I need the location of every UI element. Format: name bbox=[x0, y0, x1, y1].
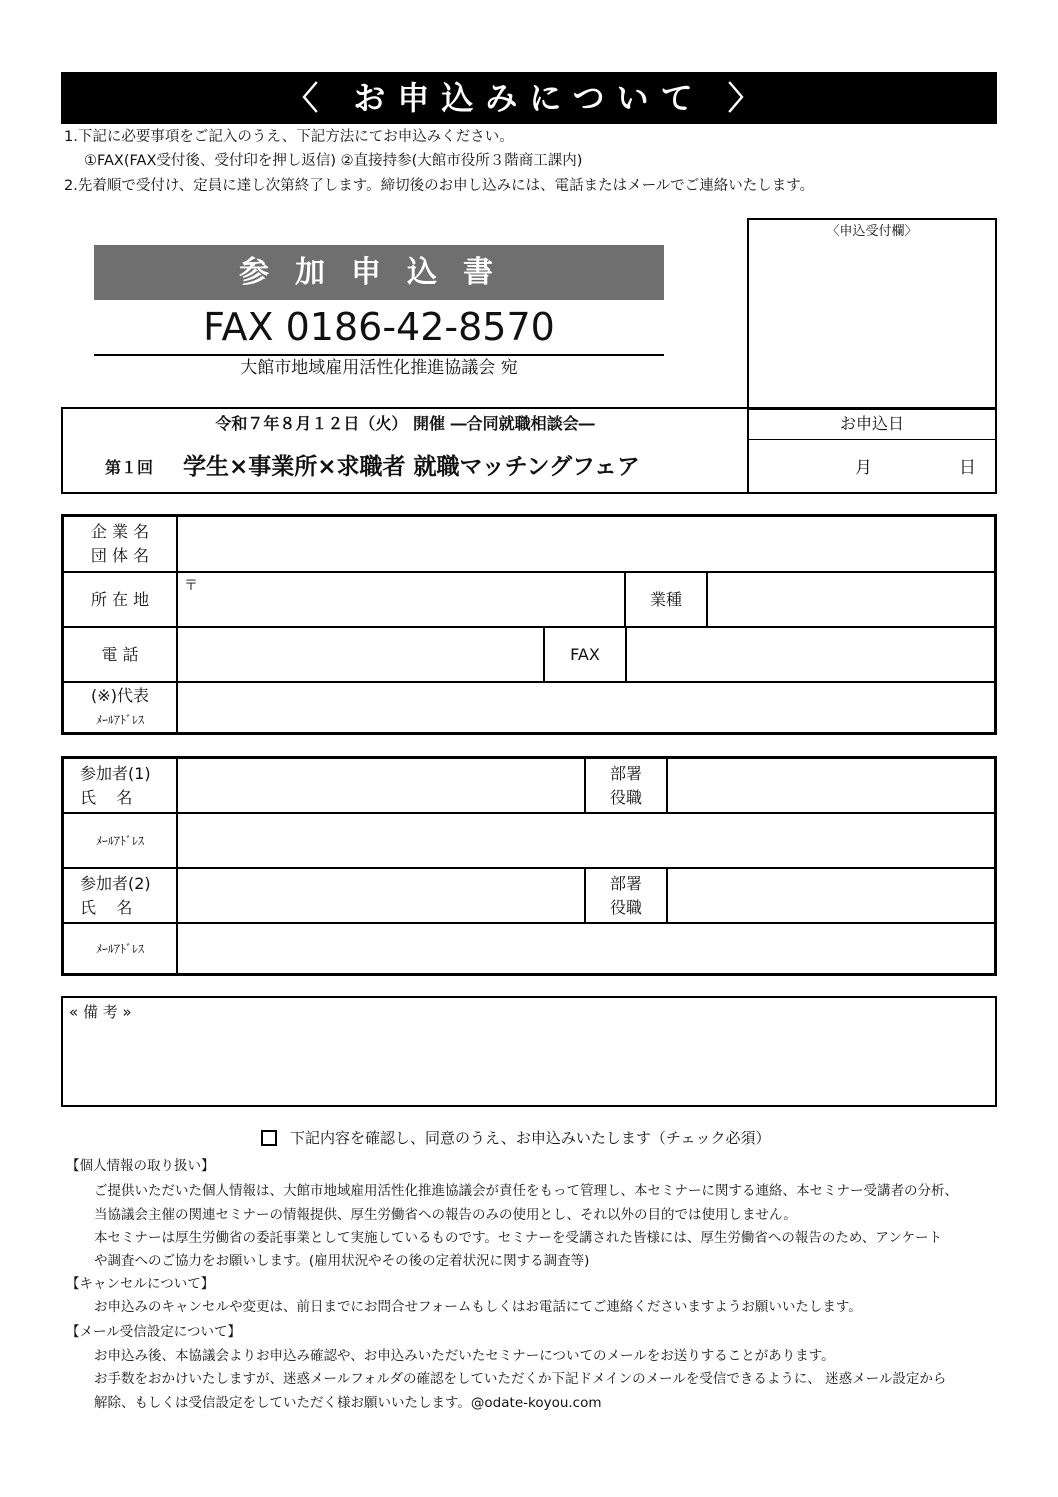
privacy-heading: 【個人情報の取り扱い】 bbox=[66, 1158, 215, 1174]
participant-1-email-field[interactable] bbox=[177, 813, 995, 868]
participant-2-dept-line2: 役職 bbox=[609, 897, 642, 917]
participant-1-name-field[interactable] bbox=[177, 758, 585, 813]
event-date: 令和７年８月１２日（火） 開催 ―合同就職相談会― bbox=[215, 414, 595, 433]
application-date-label: お申込日 bbox=[839, 414, 904, 433]
participant-2-label-line1: 参加者(2) bbox=[80, 873, 151, 893]
industry-label: 業種 bbox=[625, 572, 707, 627]
participant-2-dept-line1: 部署 bbox=[609, 873, 642, 893]
divider bbox=[747, 439, 995, 440]
participant-1-dept-label bbox=[585, 758, 667, 813]
participant-2-name-label bbox=[63, 868, 177, 923]
address-label: 所 在 地 bbox=[63, 572, 177, 627]
postal-mark: 〒 bbox=[184, 578, 198, 594]
mail-heading: 【メール受信設定について】 bbox=[66, 1324, 241, 1340]
event-number: 第１回 bbox=[105, 458, 154, 477]
company-info-table bbox=[61, 514, 997, 735]
industry-field[interactable] bbox=[707, 572, 995, 627]
mail-line: お手数をおかけいたしますが、迷惑メールフォルダの確認をしていただくか下記ドメインのメールを受信できるように、 迷惑メール設定から bbox=[94, 1371, 947, 1387]
consent-text: 下記内容を確認し、同意のうえ、お申込みいたします（チェック必須） bbox=[290, 1129, 771, 1147]
event-name: 学生×事業所×求職者 就職マッチングフェア bbox=[183, 454, 640, 480]
phone-field[interactable] bbox=[177, 627, 544, 682]
section-banner: 〈 お申込みについて 〉 bbox=[61, 72, 997, 124]
instruction-note-2: 2.先着順で受付け、定員に達し次第終了します。締切後のお申し込みには、電話またはメールでご連絡いたします。 bbox=[64, 178, 815, 194]
participant-1-label-line2: 氏 名 bbox=[80, 787, 133, 807]
cancel-heading: 【キャンセルについて】 bbox=[66, 1276, 215, 1292]
reception-label: 〈申込受付欄〉 bbox=[826, 224, 918, 239]
company-name-field[interactable] bbox=[177, 516, 995, 572]
representative-email-label-line1: (※)代表 bbox=[91, 685, 149, 705]
form-title: 参加申込書 bbox=[94, 245, 664, 300]
participant-2-label-line2: 氏 名 bbox=[80, 897, 133, 917]
mail-line: 解除、もしくは受信設定をしていただく様お願いいたします。@odate-koyou.com bbox=[94, 1395, 602, 1411]
participant-1-email-label: ﾒｰﾙｱﾄﾞﾚｽ bbox=[63, 813, 177, 868]
company-name-label-line2: 団 体 名 bbox=[90, 546, 150, 565]
participant-1-dept-field[interactable] bbox=[667, 758, 995, 813]
privacy-line: や調査へのご協力をお願いします。(雇用状況やその後の定着状況に関する調査等) bbox=[94, 1253, 590, 1269]
participant-1-dept-line2: 役職 bbox=[609, 787, 642, 807]
instruction-note-1: 1.下記に必要事項をご記入のうえ、下記方法にてお申込みください。 bbox=[64, 129, 514, 145]
phone-label: 電 話 bbox=[63, 627, 177, 682]
application-month-field[interactable]: 月 bbox=[855, 458, 872, 478]
participant-2-name-field[interactable] bbox=[177, 868, 585, 923]
representative-email-label bbox=[63, 682, 177, 733]
privacy-line: ご提供いただいた個人情報は、大館市地域雇用活性化推進協議会が責任をもって管理し、本セミナーに関する連絡、本セミナー受講者の分析、 bbox=[94, 1183, 958, 1199]
representative-email-field[interactable] bbox=[177, 682, 995, 733]
remarks-field[interactable] bbox=[61, 996, 997, 1107]
privacy-line: 当協議会主催の関連セミナーの情報提供、厚生労働省への報告のみの使用とし、それ以外の目的では使用しません。 bbox=[94, 1207, 797, 1223]
remarks-label: « 備 考 » bbox=[69, 1003, 132, 1021]
company-name-label bbox=[63, 516, 177, 572]
privacy-line: 本セミナーは厚生労働省の委託事業として実施しているものです。セミナーを受講された皆様には、厚生労働省への報告のため、アンケート bbox=[94, 1230, 943, 1246]
fax-label: FAX bbox=[544, 627, 626, 682]
application-day-field[interactable]: 日 bbox=[959, 458, 976, 478]
participant-2-dept-field[interactable] bbox=[667, 868, 995, 923]
mail-line: お申込み後、本協議会よりお申込み確認や、お申込みいただいたセミナーについてのメールをお送りすることがあります。 bbox=[94, 1348, 835, 1364]
participant-2-email-field[interactable] bbox=[177, 923, 995, 974]
participant-2-email-label: ﾒｰﾙｱﾄﾞﾚｽ bbox=[63, 923, 177, 974]
participant-1-label-line1: 参加者(1) bbox=[80, 763, 151, 783]
participants-table bbox=[61, 756, 997, 976]
fax-number: FAX 0186-42-8570 bbox=[203, 305, 555, 349]
representative-email-label-line2: ﾒｰﾙｱﾄﾞﾚｽ bbox=[95, 712, 144, 727]
participant-1-name-label bbox=[63, 758, 177, 813]
addressee: 大館市地域雇用活性化推進協議会 宛 bbox=[240, 358, 518, 378]
participant-2-dept-label bbox=[585, 868, 667, 923]
participant-1-dept-line1: 部署 bbox=[609, 763, 642, 783]
reception-stamp-box bbox=[747, 218, 997, 410]
event-info-box bbox=[61, 407, 997, 494]
fax-field[interactable] bbox=[626, 627, 995, 682]
address-field[interactable] bbox=[177, 572, 625, 627]
company-name-label-line1: 企 業 名 bbox=[90, 522, 150, 541]
cancel-line: お申込みのキャンセルや変更は、前日までにお問合せフォームもしくはお電話にてご連絡くださいますようお願いいたします。 bbox=[94, 1299, 862, 1315]
consent-checkbox[interactable] bbox=[261, 1130, 277, 1146]
instruction-note-methods: ①FAX(FAX受付後、受付印を押し返信) ②直接持参(大館市役所３階商工課内) bbox=[84, 153, 583, 169]
